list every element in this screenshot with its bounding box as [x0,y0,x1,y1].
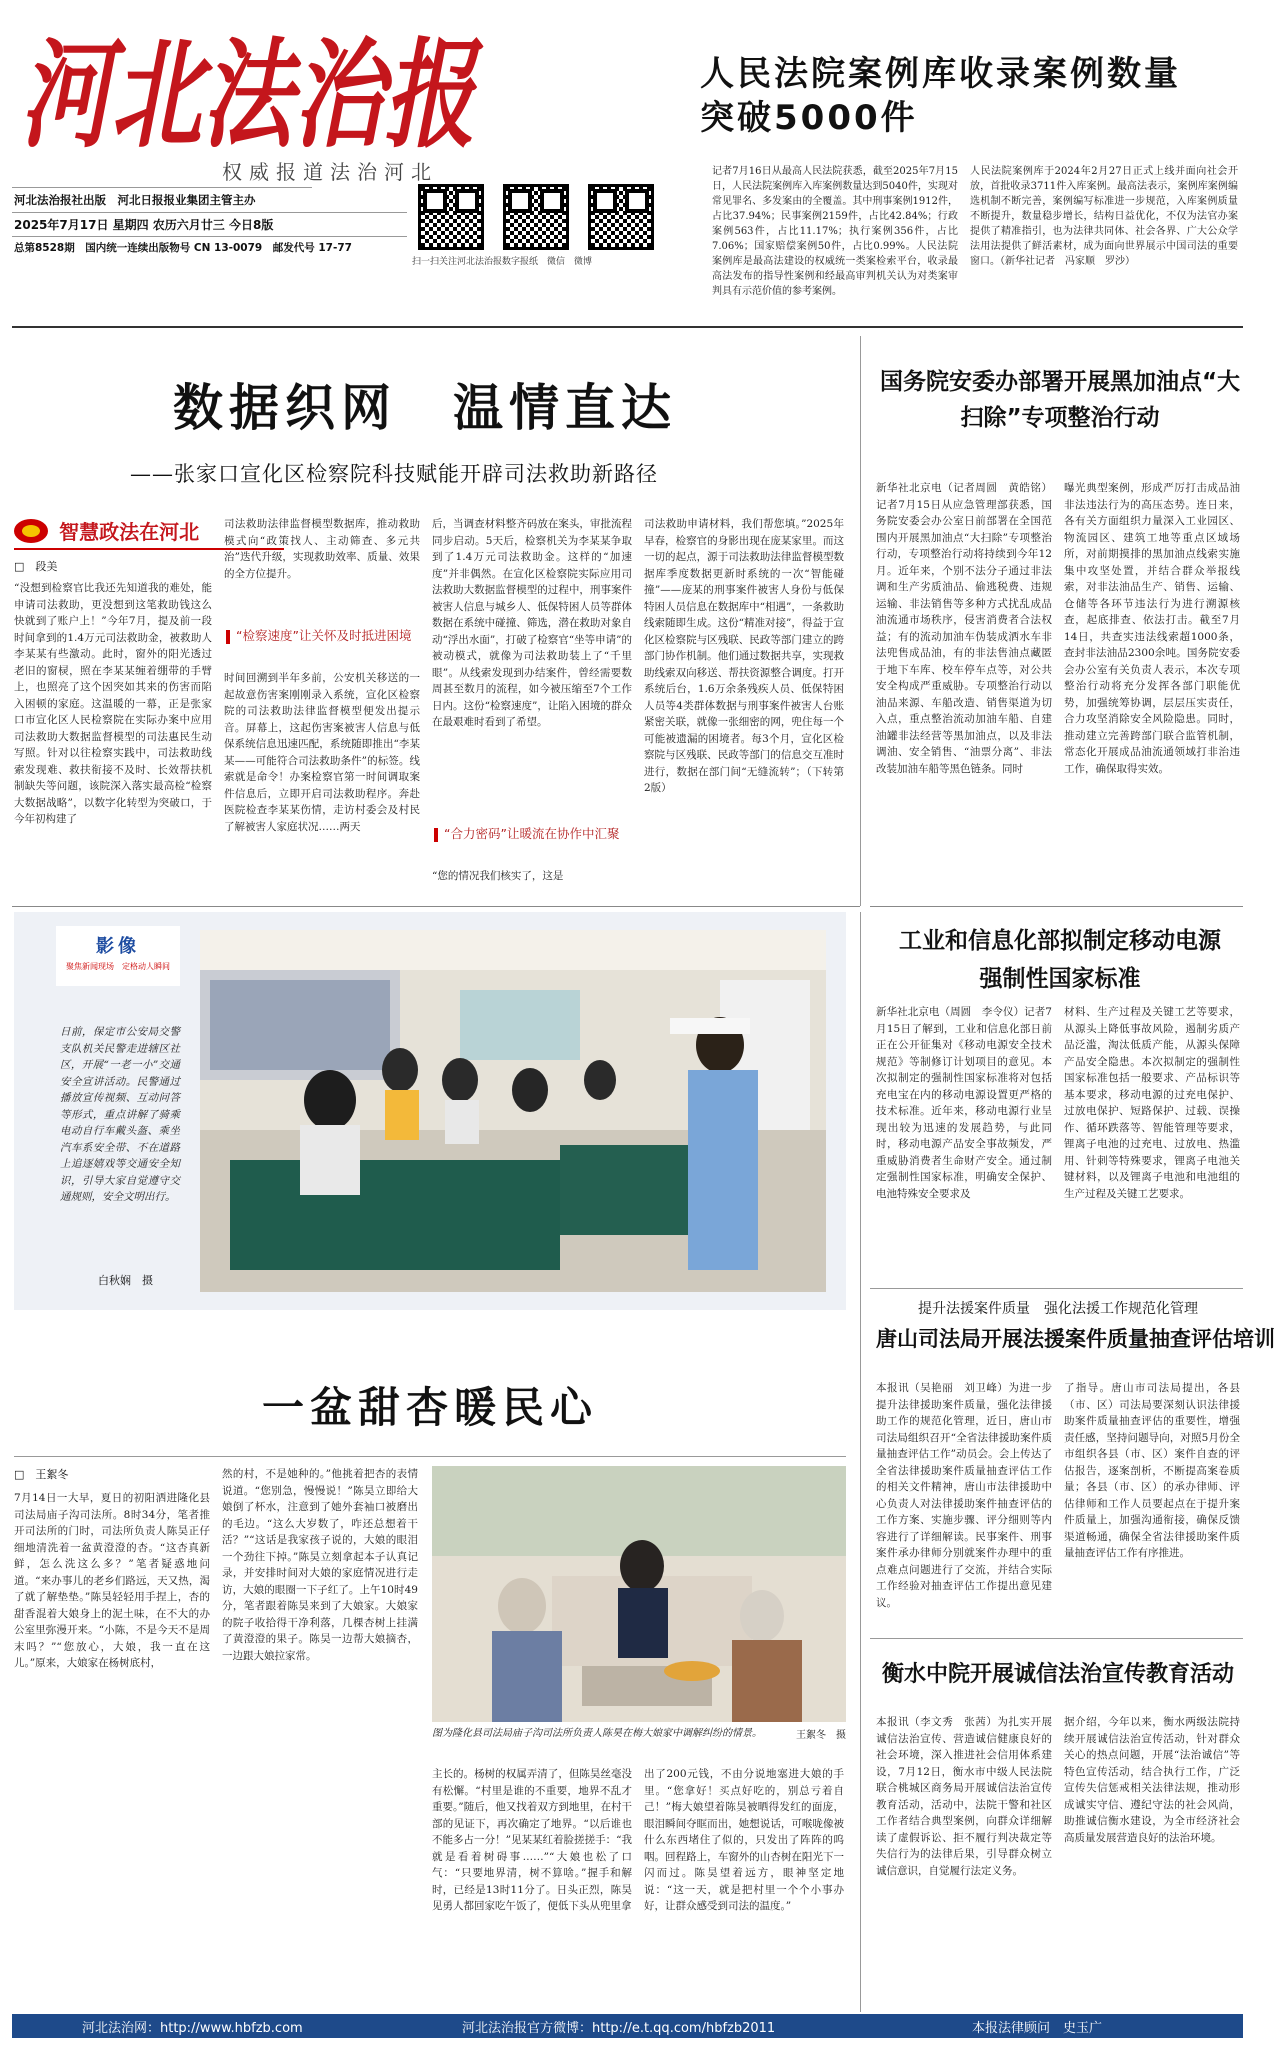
photo-banner: 影像 聚焦新闻现场 定格动人瞬间 [56,926,180,986]
photo1-caption: 日前，保定市公安局交警支队机关民警走进辖区社区，开展“一老一小”交通安全宣讲活动。民警通过播放宣传视频、互动问答等形式，重点讲解了骑乘电动自行车戴头盔、乘坐汽车系安全带、不在道路上追逐嬉戏等交通安全知识，引导大家自觉遵守交通规则，安全文明出行。 [60,1026,180,1203]
section-emblem-icon [14,519,48,543]
photo2-caption: 图为隆化县司法局庙子沟司法所负责人陈昊在梅大娘家中调解纠纷的情景。 王絮冬 摄 [432,1728,846,1741]
lead-col2: 司法救助法律监督模型数据库，推动救助模式向“政策找人、主动筛查、多元共治”迭代升级，实现救助效率、质量、效果的全方位提升。 [224,518,420,580]
top-story-body-col1: 记者7月16日从最高人民法院获悉，截至2025年7月15日，人民法院案例库入库案例数量达到5040件，实现对常见罪名、多发案由的全覆盖。其中刑事案例1912件，占比37.94%；民事案例2159件，占比42.84%；行政案例563件，占比11.17%；执行案例356件，占比7.06%；国家赔偿案例50件，占比0.99%。人民法院案例库是最高法建设的权威统一类案检索平台，收录最高法发布的指导性案例和经最高审判机关认为对类案审判具有示范价值的参考案例。 [712,166,958,297]
lead-col1: “没想到检察官比我还先知道我的难处，能申请司法救助，更没想到这笔救助钱这么快就到了账户上！”今年7月，提及前一段时间拿到的1.4万元司法救助金，被救助人李某某有些激动。此时，窗外的阳光透过老旧的窗棂，照在李某某缠着绷带的手臂上，也照亮了这个因突如其来的伤害而陷入困顿的家庭。这温暖的一幕，正是张家口市宣化区人民检察院在实际办案中应用司法救助大数据监督模型的司法惠民生动写照。针对以往检察实践中，司法救助线索发现难、救扶衔接不及时、长效帮扶机制缺失等问题，该院深入落实最高检“检察大数据战略”，以数字化转型为突破口，于今年初构建了 [14,582,212,825]
qr-code-digital-icon[interactable] [418,184,484,250]
right-story3-headline: 唐山司法局开展法援案件质量抽查评估培训 [876,1327,1275,1351]
lead-subhead-2: “合力密码”让暖流在协作中汇聚 [434,824,630,842]
lead-col4: 司法救助申请材料，我们帮您填。”2025年早春，检察官的身影出现在庞某家里。而这一切的起点，源于司法救助法律监督模型数据库季度数据更新时系统的一次“智能碰撞”——庞某的刑事案件被害人身份与低保特困人员信息在数据库中“相遇”，一条救助线索随即生成。这份“精准对接”，得益于宣化区检察院与区残联、民政等部门建立的跨部门协作机制。他们通过数据共享，实现救助线索双向移送、帮扶资源整合调度。打开系统后台，1.6万余条残疾人员、低保特困人员等4类群体数据与刑事案件被害人台账紧密关联，就像一张细密的网，兜住每一个可能被遗漏的困境者。每3个月，宣化区检察院与区残联、民政等部门的信息交互准时进行，数据在部门间“无缝流转”；（下转第2版） [644,518,844,794]
lower-col1: 7月14日一大早，夏日的初阳洒进隆化县司法局庙子沟司法所。8时34分，笔者推开司法所的门时，司法所负责人陈昊正仔细地清洗着一盆黄澄澄的杏。“这杏真新鲜，怎么洗这么多？”笔者疑惑地问道。“来办事儿的老乡们路远，天又热，渴了就了解垫垫。”陈昊轻轻用手捏上，杏的甜香混着大娘身上的泥土味，在不大的办公室里弥漫开来。“小陈，不是今天不是周末吗？”“您放心，大娘，我一直在这儿。”原来，大娘家在杨树底村， [14,1492,210,1669]
qr-code-wechat-icon[interactable] [503,184,569,250]
right-story2-col1: 新华社北京电（周圆 李令仪）记者7月15日了解到，工业和信息化部日前正在公开征集对《移动电源安全技术规范》等制修订计划项目的意见。本次拟制定的强制性国家标准将对包括充电宝在内的移动电源设置更严格的技术标准。近年来，移动电源行业呈现出较为迅速的发展趋势，与此同时，移动电源产品安全事故频发，严重威胁消费者生命财产安全。通过制定强制性国家标准，明确安全保护、电池特殊安全要求及 [876,1006,1052,1200]
issue-line: 总第8528期 国内统一连续出版物号 CN 13-0079 邮发代号 17-77 [14,242,352,254]
date-line: 2025年7月17日 星期四 农历六月廿三 今日8版 [14,218,274,232]
footer-bar [12,2014,1243,2038]
photo-mediation [432,1466,846,1722]
lower-byline: □ 王絮冬 [14,1468,69,1481]
lead-subtitle: ——张家口宣化区检察院科技赋能开辟司法救助新路径 [130,462,658,486]
lower-col3: 主长的。杨树的权属弄清了，但陈昊丝毫没有松懈。“村里是谁的不重要，地界不乱才重要。”随后，他又找着双方到地里，在村干部的见证下，再次确定了地界。“以后谁也不能多占一分！”见某某红着脸搓搓手：“我就是看着树碍事……”“大娘也松了口气：“只要地界清，树不算啥。”握手和解时，已经是13时11分了。日头正烈，陈昊见勇人都回家吃午饭了，便低下头从兜里拿 [432,1768,632,1912]
lower-col2: 然的村，不是她种的。”他挑着把杏的表情说道。“您别急，慢慢说！”陈昊立即给大娘倒了杯水，注意到了她外套袖口被磨出的毛边。“这么大岁数了，咋还总想着干活？”“这话是我家孩子说的，大娘的眼泪一个劲往下掉。”陈昊立刻拿起本子认真记录，并安排时间对大娘的家庭情况进行走访，大娘的眼圈一下子红了。上午10时49分，笔者跟着陈昊来到了大娘家。大娘家的院子收拾得干净利落，几棵杏树上挂满了黄澄澄的果子。陈昊一边帮大娘摘杏，一边跟大娘拉家常。 [222,1468,418,1662]
section-label: 智慧政法在河北 [14,516,284,546]
right-story4-col1: 本报讯（李文秀 张茜）为扎实开展诚信法治宣传、营造诚信健康良好的社会环境，深入推进社会信用体系建设，7月12日，衡水市中级人民法院联合桃城区商务局开展诚信法治宣传教育活动，活动中，法院干警和社区工作者结合典型案例，向群众详细解读了虚假诉讼、拒不履行判决裁定等失信行为的法律后果，引导群众树立诚信意识，自觉履行法定义务。 [876,1716,1052,1877]
publisher-line: 河北法治报社出版 河北日报报业集团主管主办 [14,193,256,207]
top-story-headline: 人民法院案例库收录案例数量突破5000件 [700,54,1181,138]
lead-subhead-1: “检察速度”让关怀及时抵进困境 [226,626,416,644]
right-story1-col1: 新华社北京电（记者周圆 黄皓铭）记者7月15日从应急管理部获悉，国务院安委会办公室日前部署在全国范围内开展黑加油点“大扫除”专项整治行动，专项整治行动将持续到今年12月。近年来，个别不法分子通过非法调和生产劣质油品、偷逃税费、违规运输、非法销售等多种方式扰乱成品油流通市场秩序，侵害消费者合法权益；有的流动加油车伪装成洒水车非法兜售成品油，有的非法售油点藏匿于地下车库、校车停车点等，对公共安全构成严重威胁。专项整治行动以油品来源、车船改造、销售渠道为切入点，重点整治流动加油车船、自建油罐非法经营等黑加油点，以及非法调油、安全销售、“油票分离”、非法改装加油车船等黑色链条。同时 [876,482,1052,775]
lead-byline: □ 段美 [14,560,58,573]
lead-col3b: “您的情况我们核实了，这是 [432,870,564,882]
footer-weibo[interactable]: 河北法治报官方微博：http://e.t.qq.com/hbfzb2011 [462,2021,776,2036]
right-story2-headline: 工业和信息化部拟制定移动电源强制性国家标准 [899,928,1221,992]
right-story4-headline: 衡水中院开展诚信法治宣传教育活动 [881,1662,1234,1687]
right-story3-col1: 本报讯（吴艳丽 刘卫峰）为进一步提升法律援助案件质量，强化法律援助工作的规范化管理，近日，唐山市司法局组织召开“全省法律援助案件质量抽查评估工作”动员会。会上传达了全省法律援助案件质量抽查评估工作的相关文件精神，唐山市法律援助中心负责人对法律援助案件抽查评估的工作方案、实施步骤、评分细则等内容进行了详细解读。民事案件、刑事案件承办律师分别就案件办理中的重点难点问题进行了交流，并结合实际工作经验对抽查评估工作提出意见建议。 [876,1382,1052,1609]
footer-website[interactable]: 河北法治网：http://www.hbfzb.com [82,2021,303,2036]
masthead-slogan: 权威报道法治河北 [222,160,438,184]
lower-headline: 一盆甜杏暖民心 [261,1383,598,1432]
lead-col3: 后，当调查材料整齐码放在案头，审批流程同步启动。5天后，检察机关为李某某争取到了1.4万元司法救助金。这样的“加速度”并非偶然。在宣化区检察院实际应用司法救助大数据监督模型的过程中，刑事案件被害人信息与城乡人、低保特困人员等群体数据在系统中碰撞、筛选，潜在救助对象自动“浮出水面”，打破了检察官“坐等申请”的被动模式，就像为司法救助装上了“千里眼”。从线索发现到办结案件，曾经需要数周甚至数月的流程，如今被压缩至7个工作日内。这份“检察速度”，让陷入困境的群众在最艰难时看到了希望。 [432,518,632,728]
logo-calligraphy-icon [20,25,485,164]
footer-counsel: 本报法律顾问 史玉广 [972,2021,1103,2036]
newspaper-logo [20,25,485,164]
qr-caption: 扫一扫关注河北法治报数字报纸 微信 微博 [412,257,593,267]
logo-text: 河北法治报 [20,25,485,164]
photo-traffic-lecture [200,930,826,1292]
lower-col4: 出了200元钱，不由分说地塞进大娘的手里。“您拿好！买点好吃的，别总亏着自己！”梅大娘望着陈昊被晒得发红的面庞，眼泪瞬间夺眶而出，她想说话，可喉咙像被什么东西堵住了似的，只发出了阵阵的呜咽。回程路上，车窗外的山杏树在阳光下一闪而过。陈昊望着远方，眼神坚定地说：“这一天，就是把村里一个个小事办好，让群众感受到司法的温度。” [644,1768,844,1912]
qr-code-weibo-icon[interactable] [588,184,654,250]
right-story1-headline: 国务院安委办部署开展黑加油点“大扫除”专项整治行动 [879,369,1241,431]
right-story1-col2: 曝光典型案例，形成严厉打击成品油非法违法行为的高压态势。连日来，各有关方面组织力量深入工业园区、物流园区、建筑工地等重点区域场所，对前期摸排的黑加油点线索实施集中攻坚处置，并结合群众举报线索，对非法油品生产、销售、运输、仓储等各环节违法行为进行溯源核查，起底排查、依法打击。截至7月14日，共查实违法线索超1000条，查封非法油品2300余吨。国务院安委会办公室有关负责人表示，本次专项整治行动将充分发挥各部门职能优势，加强统筹协调，层层压实责任，合力攻坚消除安全风险隐患。同时，推动建立完善跨部门联合监管机制，常态化开展成品油流通领域打非治违工作，确保取得实效。 [1064,482,1240,775]
right-story4-col2: 据介绍，今年以来，衡水两级法院持续开展诚信法治宣传活动，针对群众关心的热点问题，开展“法治诚信”等特色宣传活动，结合执行工作，广泛宣传失信惩戒相关法律法规，推动形成诚实守信、遵纪守法的社会风尚，助推诚信衡水建设，为全市经济社会高质量发展营造良好的法治环境。 [1064,1716,1240,1844]
right-story3-col2: 了指导。唐山市司法局提出，各县（市、区）司法局要深刻认识法律援助案件质量抽查评估的重要性，增强责任感，坚持问题导向，对照5月份全市组织各县（市、区）案件自查的评估报告，逐案剖析，不断提高案卷质量；各县（市、区）的承办律师、评估律师和工作人员要起点在于提升案件质量上，加强沟通衔接，确保反馈渠道畅通，确保全省法律援助案件质量抽查评估工作有序推进。 [1064,1382,1240,1559]
right-story2-col2: 材料、生产过程及关键工艺等要求，从源头上降低事故风险，遏制劣质产品泛滥，淘汰低质产能，从源头保障产品安全隐患。本次拟制定的强制性国家标准包括一般要求、产品标识等基本要求，移动电源的过充电保护、过放电保护、短路保护、过载、误操作、循环跌落等、智能管理等要求，锂离子电池的过充电、过放电、热滥用、针刺等特殊要求，锂离子电池关键材料，以及锂离子电池和电池组的生产过程及关键工艺要求。 [1064,1006,1240,1200]
lead-col2b: 时间回溯到半年多前，公安机关移送的一起故意伤害案刚刚录入系统，宣化区检察院的司法救助法律监督模型便发出提示音。屏幕上，这起伤害案被害人信息与低保系统信息迅速匹配，系统随即推出“李某某——可能符合司法救助条件”的标签。线索就是命令！办案检察官第一时间调取案件信息后，立即开启司法救助程序。奔赴医院检查李某某伤情，走访村委会及村民了解被害人家庭状况……两天 [224,672,420,833]
right-story3-kicker: 提升法援案件质量 强化法援工作规范化管理 [918,1301,1198,1317]
photo1-credit: 白秋娴 摄 [98,1274,153,1287]
top-story-body-col2: 人民法院案例库于2024年2月27日正式上线并面向社会开放，首批收录3711件入库案例。最高法表示，案例库案例编选机制不断完善，案例编写标准进一步规范，入库案例质量不断提升，数量稳步增长，结构日益优化，不仅为法官办案提供了精准指引，也为法律共同体、社会各界、广大公众学法用法提供了鲜活素材，成为面向世界展示中国司法的重要窗口。（新华社记者 冯家顺 罗沙） [970,166,1238,267]
lead-headline: 数据织网 温情直达 [173,379,677,437]
